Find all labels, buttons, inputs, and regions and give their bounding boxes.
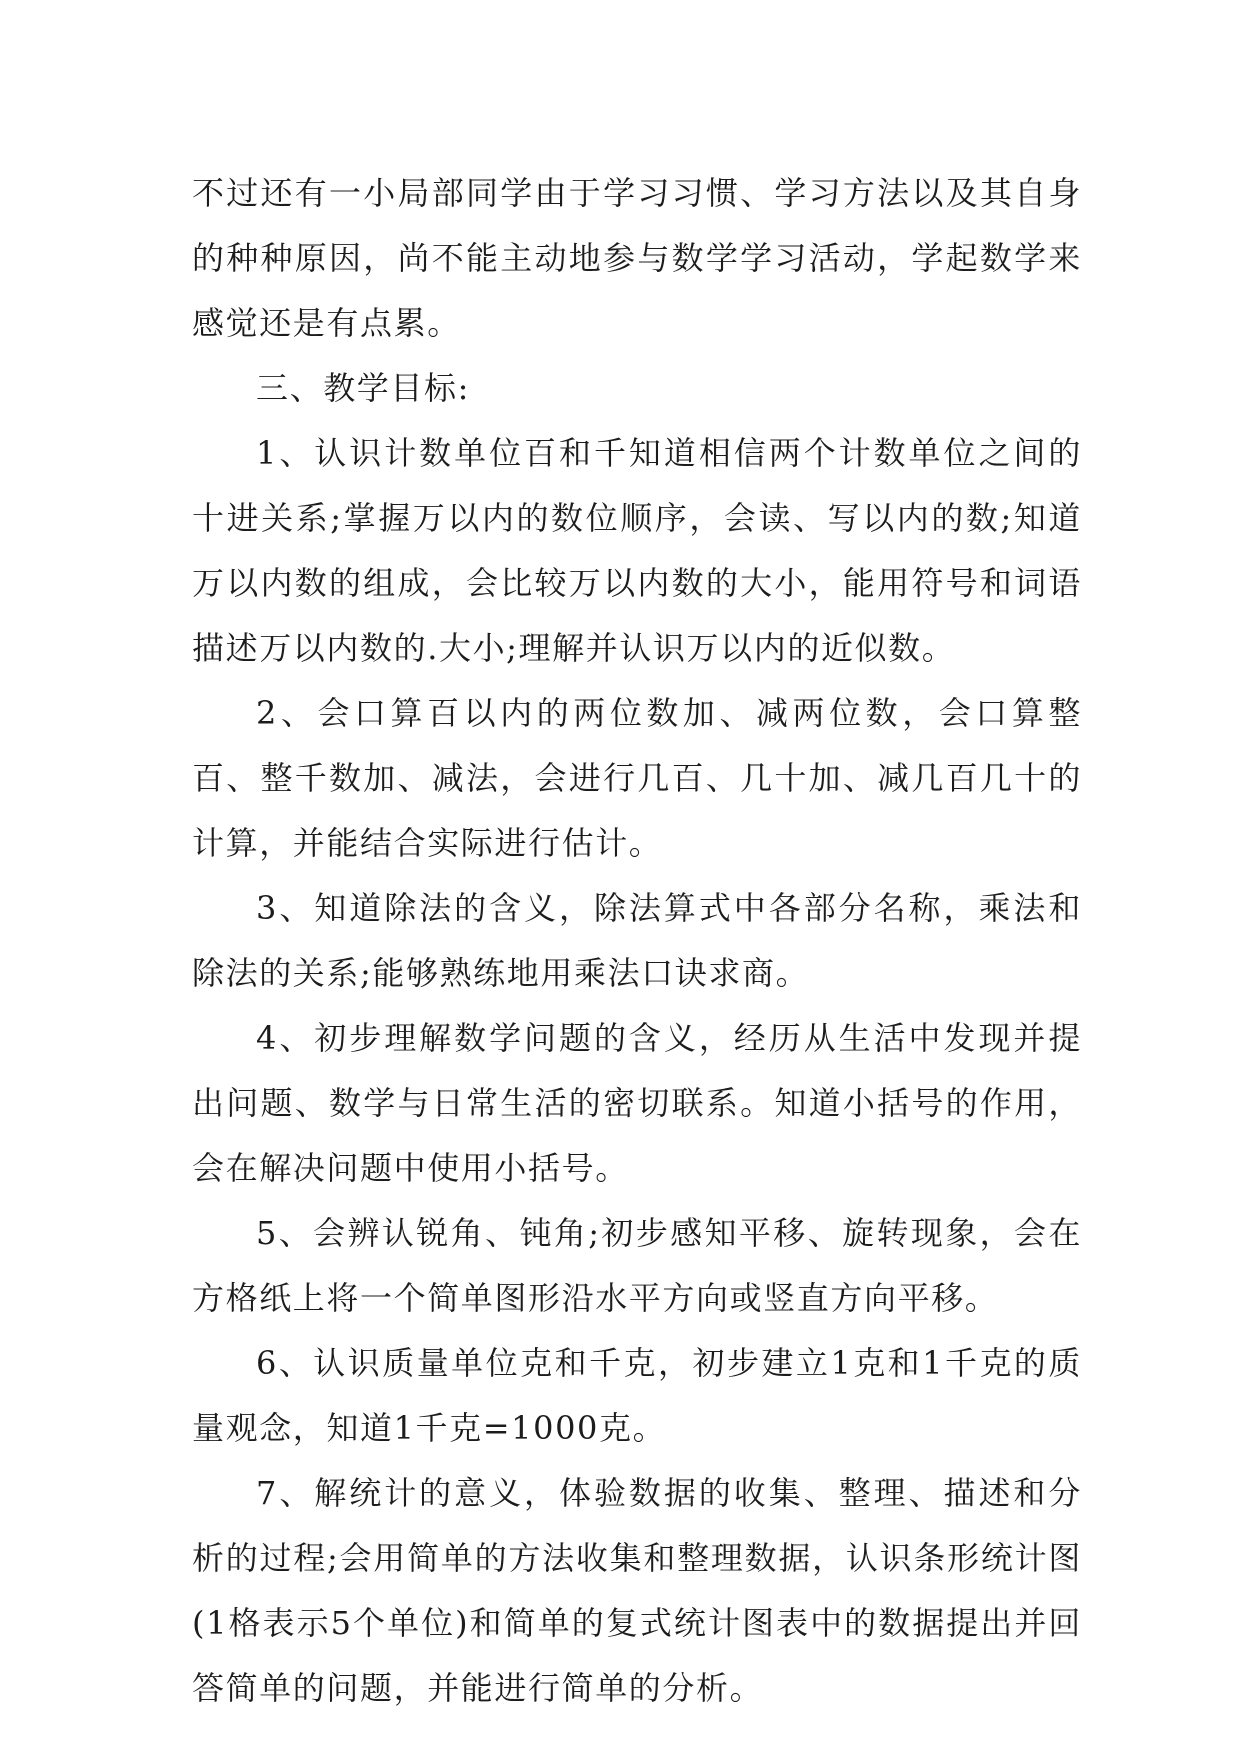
goal-item-4: 4、初步理解数学问题的含义，经历从生活中发现并提出问题、数学与日常生活的密切联系。知道小括号的作用，会在解决问题中使用小括号。 (192, 1019, 1082, 1187)
goal-item-3: 3、知道除法的含义，除法算式中各部分名称，乘法和除法的关系;能够熟练地用乘法口诀求商。 (192, 889, 1082, 992)
goal-item-2: 2、会口算百以内的两位数加、减两位数，会口算整百、整千数加、减法，会进行几百、几十加、减几百几十的计算，并能结合实际进行估计。 (192, 694, 1082, 862)
section-heading-teaching-goals: 三、教学目标: (256, 369, 470, 407)
goal-item-5: 5、会辨认锐角、钝角;初步感知平移、旋转现象，会在方格纸上将一个简单图形沿水平方向或竖直方向平移。 (192, 1214, 1082, 1317)
paragraph-continuation: 不过还有一小局部同学由于学习习惯、学习方法以及其自身的种种原因，尚不能主动地参与数学学习活动，学起数学来感觉还是有点累。 (192, 174, 1082, 342)
document-body (192, 161, 1082, 1721)
goal-item-7: 7、解统计的意义，体验数据的收集、整理、描述和分析的过程;会用简单的方法收集和整理数据，认识条形统计图(1格表示5个单位)和简单的复式统计图表中的数据提出并回答简单的问题，并能进行简单的分析。 (192, 1474, 1082, 1707)
goal-item-6: 6、认识质量单位克和千克，初步建立1克和1千克的质量观念，知道1千克=1000克。 (192, 1344, 1082, 1447)
goal-item-1: 1、认识计数单位百和千知道相信两个计数单位之间的十进关系;掌握万以内的数位顺序，会读、写以内的数;知道万以内数的组成，会比较万以内数的大小，能用符号和词语描述万以内数的.大小;理解并认识万以内的近似数。 (192, 434, 1082, 667)
